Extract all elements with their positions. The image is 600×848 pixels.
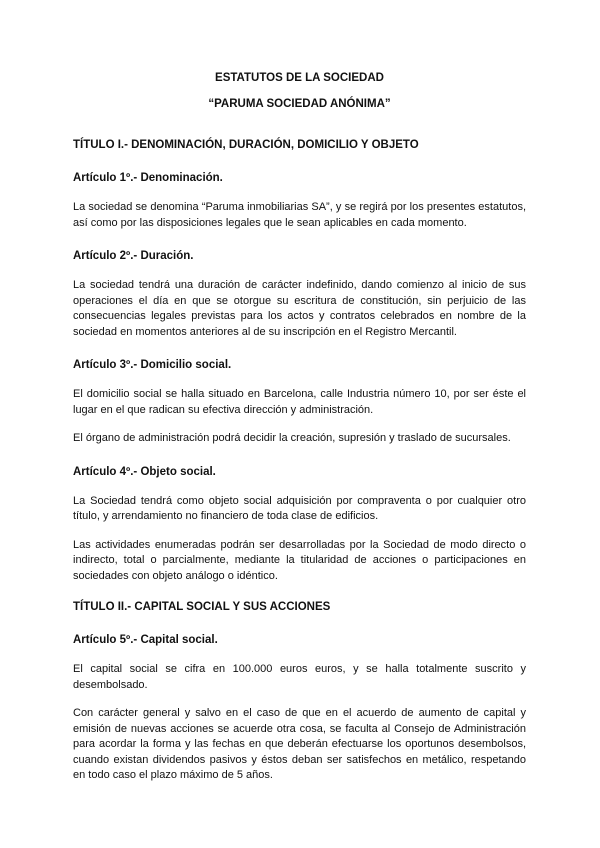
articulo-3-paragraph-1: El domicilio social se halla situado en Barcelona, calle Industria número 10, por ser éste el lugar en el que radican su efectiva dirección y administración. (73, 388, 526, 416)
document-subtitle: “PARUMA SOCIEDAD ANÓNIMA” (208, 98, 391, 110)
articulo-4-paragraph-2: Las actividades enumeradas podrán ser desarrolladas por la Sociedad de modo directo o indirecto, total o parcialmente, mediante la titularidad de acciones o participaciones en sociedades con objeto análogo o idéntico. (73, 538, 526, 582)
articulo-1-paragraph: La sociedad se denomina “Paruma inmobiliarias SA”, y se regirá por los presentes estatutos, así como por las disposiciones legales que le sean aplicables en cada momento. (73, 201, 526, 229)
articulo-4-paragraph-1: La Sociedad tendrá como objeto social adquisición por compraventa o por cualquier otro título, y arrendamiento no financiero de toda clase de edificios. (73, 494, 526, 522)
document-title: ESTATUTOS DE LA SOCIEDAD (215, 72, 384, 84)
articulo-2-heading: Artículo 2º.- Duración. (73, 250, 194, 262)
articulo-5-heading: Artículo 5º.- Capital social. (73, 634, 218, 646)
articulo-4-heading: Artículo 4º.- Objeto social. (73, 465, 216, 478)
titulo-1-heading: TÍTULO I.- DENOMINACIÓN, DURACIÓN, DOMICILIO Y OBJETO (73, 139, 419, 151)
document-body (73, 70, 526, 784)
titulo-2-heading: TÍTULO II.- CAPITAL SOCIAL Y SUS ACCIONES (73, 601, 331, 613)
articulo-2-paragraph: La sociedad tendrá una duración de carácter indefinido, dando comienzo al inicio de sus operaciones el día en que se otorgue su escritura de constitución, sin perjuicio de las consecuencias legales previstas para los actos y contratos celebrados en nombre de la sociedad en momentos anteriores al de su inscripción en el Registro Mercantil. (73, 279, 526, 338)
articulo-5-paragraph-1: El capital social se cifra en 100.000 euros euros, y se halla totalmente suscrito y desembolsado. (73, 663, 526, 691)
articulo-5-paragraph-2: Con carácter general y salvo en el caso de que en el acuerdo de aumento de capital y emisión de nuevas acciones se acuerde otra cosa, se faculta al Consejo de Administración para acordar la forma y las fechas en que deberán efectuarse los oportunos desembolsos, cuando existan dividendos pasivos y éstos deban ser satisfechos en metálico, respetando en todo caso el plazo máximo de 5 años. (73, 707, 526, 781)
articulo-3-paragraph-2: El órgano de administración podrá decidir la creación, supresión y traslado de sucursales. (73, 432, 511, 444)
articulo-1-heading: Artículo 1º.- Denominación. (73, 172, 223, 184)
articulo-3-heading: Artículo 3º.- Domicilio social. (73, 359, 232, 371)
